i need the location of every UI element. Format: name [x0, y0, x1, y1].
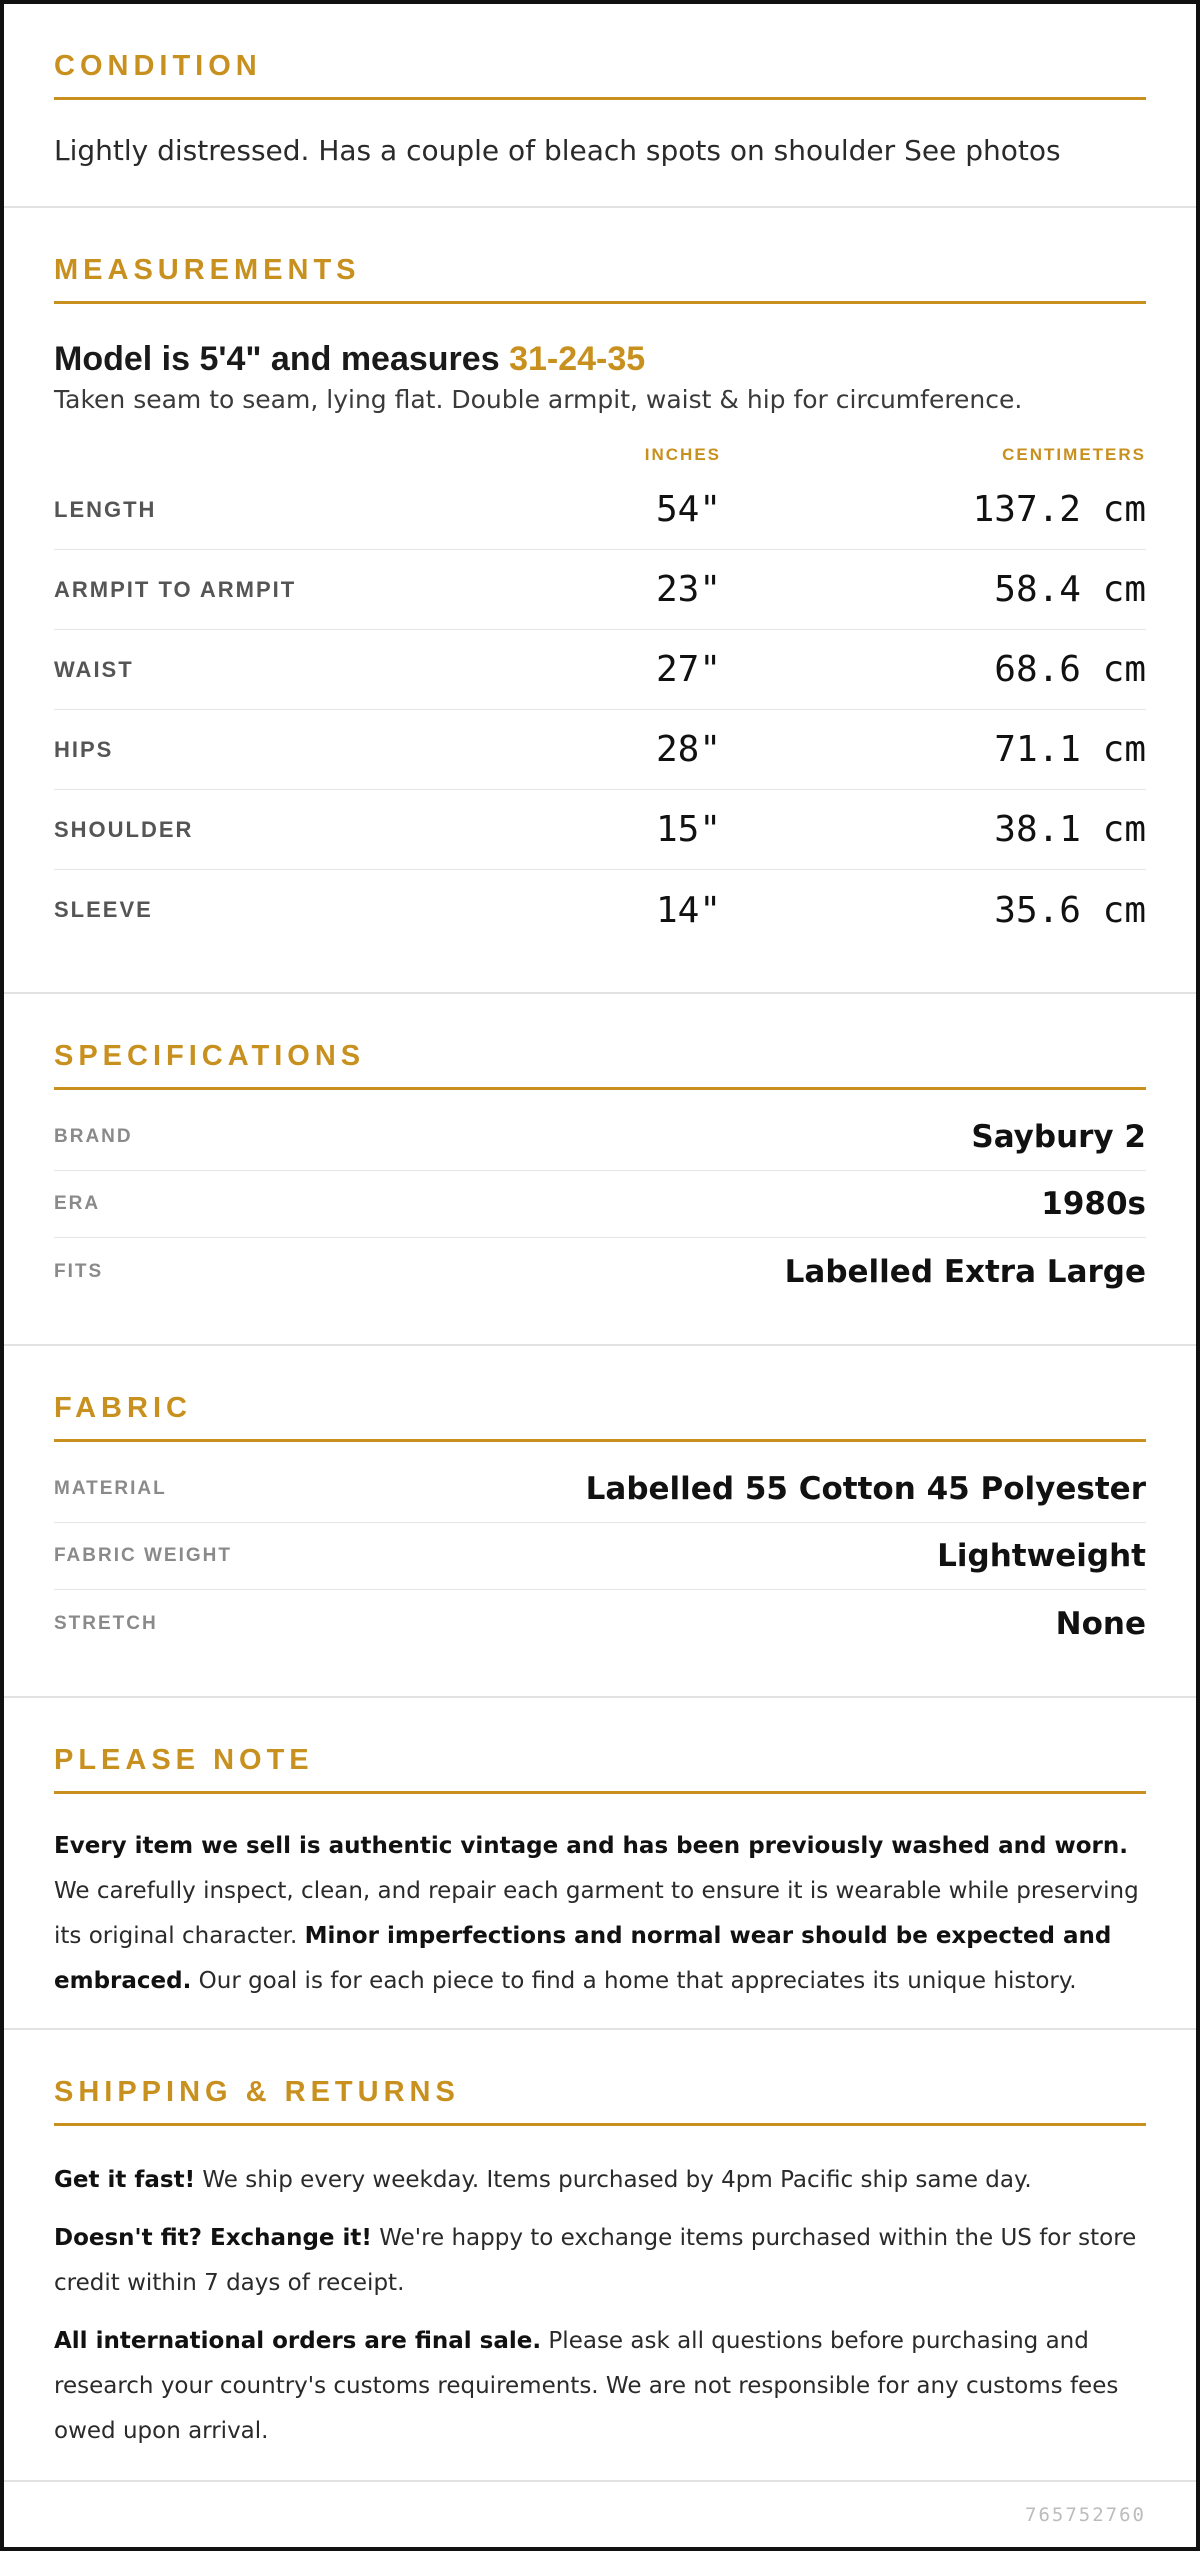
note-text-1: We carefully inspect, clean, and repair each garment to ensure it is wearable while preserving its original character.	[54, 1878, 1139, 1949]
shipping-bold-2: Doesn't fit? Exchange it!	[54, 2225, 372, 2251]
measurements-title: MEASUREMENTS	[54, 254, 1146, 304]
fabric-row-stretch	[54, 1590, 1146, 1657]
fabric-value: None	[1055, 1605, 1146, 1642]
shipping-section	[4, 2030, 1196, 2482]
measurement-cm: 38.1 cm	[994, 809, 1146, 850]
fabric-key: FABRIC WEIGHT	[54, 1545, 232, 1566]
measurement-note: Taken seam to seam, lying flat. Double armpit, waist & hip for circumference.	[54, 385, 1023, 414]
measurement-row-sleeve	[54, 870, 1146, 950]
fabric-title: FABRIC	[54, 1392, 1146, 1442]
measurement-inches: 28"	[655, 729, 721, 770]
measurement-cm: 35.6 cm	[994, 889, 1146, 931]
measurement-label: SLEEVE	[54, 897, 153, 922]
note-bold-2: Minor imperfections and normal wear should be expected and embraced.	[54, 1923, 1112, 1994]
specifications-list	[54, 1104, 1146, 1305]
inches-header: INCHES	[644, 445, 721, 464]
specifications-title: SPECIFICATIONS	[54, 1040, 1146, 1090]
measurement-label: LENGTH	[54, 496, 157, 522]
shipping-paragraph-1	[54, 2158, 1146, 2203]
measurement-inches: 23"	[655, 569, 721, 610]
note-bold-1: Every item we sell is authentic vintage and has been previously washed and worn.	[54, 1833, 1128, 1859]
measurement-label: ARMPIT TO ARMPIT	[54, 576, 297, 602]
shipping-text-1: We ship every weekday. Items purchased by 4pm Pacific ship same day.	[195, 2167, 1032, 2193]
product-id: 765752760	[1025, 2504, 1146, 2526]
measurement-cm: 58.4 cm	[994, 569, 1146, 610]
note-text-2: Our goal is for each piece to find a home that appreciates its unique history.	[191, 1968, 1077, 1994]
fabric-key: MATERIAL	[54, 1478, 167, 1499]
spec-row-brand	[54, 1104, 1146, 1171]
measurement-row-shoulder	[54, 790, 1146, 870]
measurement-label: HIPS	[54, 736, 114, 762]
model-prefix: Model is 5'4" and measures	[54, 340, 510, 378]
measurement-row-waist	[54, 630, 1146, 710]
fabric-row-material	[54, 1456, 1146, 1523]
shipping-bold-3: All international orders are final sale.	[54, 2328, 542, 2354]
measurement-cm: 71.1 cm	[994, 729, 1146, 770]
measurement-inches: 14"	[655, 889, 721, 931]
measurements-header	[54, 440, 1146, 470]
spec-row-era	[54, 1171, 1146, 1238]
measurement-label: WAIST	[54, 656, 134, 682]
shipping-bold-1: Get it fast!	[54, 2167, 196, 2193]
footer	[4, 2482, 1196, 2526]
fabric-value: Labelled 55 Cotton 45 Polyester	[585, 1471, 1146, 1507]
spec-row-fits	[54, 1238, 1146, 1305]
shipping-paragraph-2	[54, 2216, 1146, 2306]
condition-title: CONDITION	[54, 50, 1146, 100]
measurement-cm: 68.6 cm	[994, 649, 1146, 690]
spec-key: FITS	[54, 1260, 104, 1282]
spec-value: 1980s	[1041, 1186, 1146, 1222]
measurement-inches: 27"	[655, 649, 721, 690]
measurement-row-length	[54, 470, 1146, 550]
shipping-text-3: Please ask all questions before purchasing and research your country's customs requirements. We are not responsible for any customs fees owed upon arrival.	[54, 2328, 1119, 2444]
please-note-section	[4, 1698, 1196, 2030]
model-measures: 31-24-35	[509, 340, 646, 378]
measurement-row-armpit	[54, 550, 1146, 630]
measurements-section	[4, 208, 1196, 994]
spec-key: ERA	[54, 1193, 101, 1214]
fabric-value: Lightweight	[937, 1538, 1146, 1574]
measurements-table	[54, 470, 1146, 950]
measurement-inches: 15"	[655, 809, 721, 850]
measurement-label: SHOULDER	[54, 816, 194, 842]
spec-value: Saybury 2	[971, 1119, 1146, 1155]
centimeters-header: CENTIMETERS	[1002, 445, 1146, 464]
fabric-section	[4, 1346, 1196, 1698]
shipping-title: SHIPPING & RETURNS	[54, 2076, 1146, 2126]
please-note-text	[54, 1824, 1146, 2004]
fabric-key: STRETCH	[54, 1612, 158, 1634]
condition-text: Lightly distressed. Has a couple of bleach spots on shoulder See photos	[54, 134, 1061, 167]
condition-section	[4, 4, 1196, 208]
measurement-row-hips	[54, 710, 1146, 790]
shipping-paragraph-3	[54, 2319, 1146, 2454]
measurement-inches: 54"	[655, 489, 721, 530]
fabric-list	[54, 1456, 1146, 1657]
model-info	[54, 340, 1146, 379]
measurement-cm: 137.2 cm	[972, 489, 1146, 530]
fabric-row-weight	[54, 1523, 1146, 1590]
spec-key: BRAND	[54, 1126, 133, 1147]
specifications-section	[4, 994, 1196, 1346]
spec-value: Labelled Extra Large	[784, 1253, 1146, 1290]
shipping-text-2: We're happy to exchange items purchased within the US for store credit within 7 days of receipt.	[54, 2225, 1137, 2296]
please-note-title: PLEASE NOTE	[54, 1744, 1146, 1794]
